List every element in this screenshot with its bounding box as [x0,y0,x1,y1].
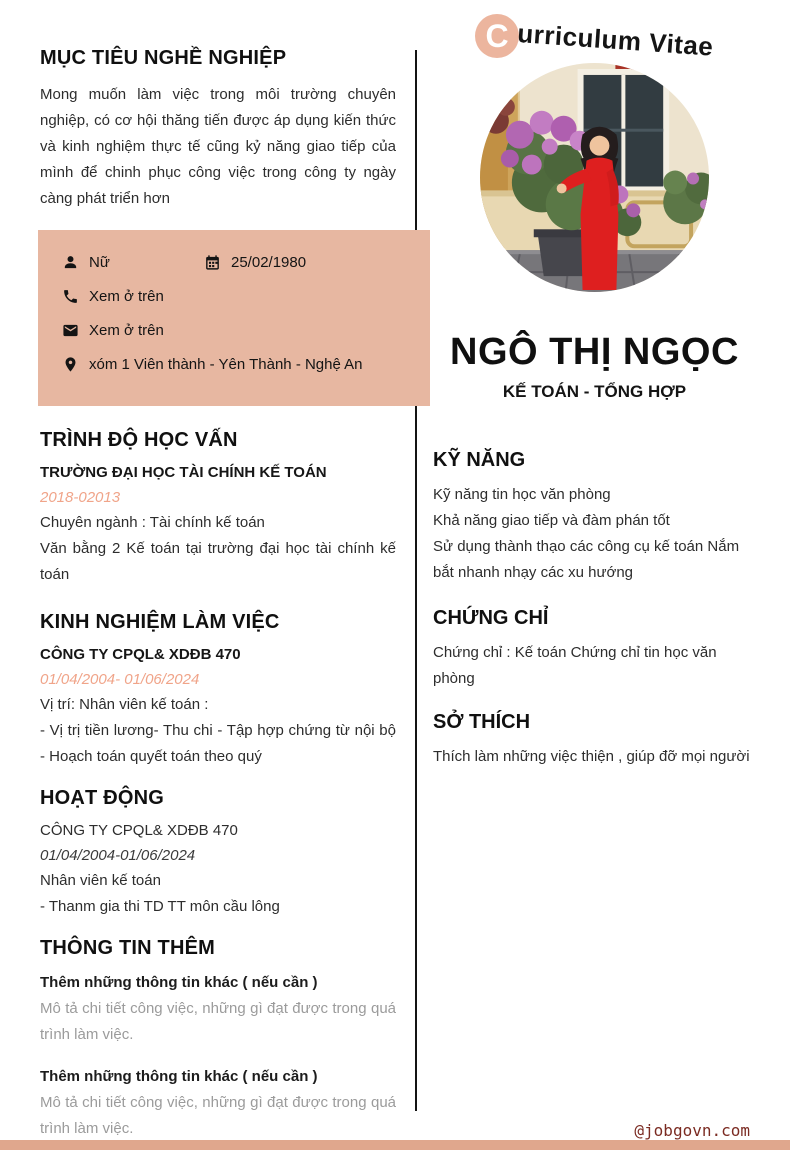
activities-period: 01/04/2004-01/06/2024 [40,847,196,864]
experience-line: Vị trí: Nhân viên kế toán : [40,696,209,713]
additional-item-desc: Mô tả chi tiết công việc, những gì đạt được trong quá trình làm việc. [40,1000,396,1043]
education-section [40,428,396,588]
activities-heading: HOẠT ĐỘNG [40,787,165,809]
column-divider [415,50,417,1111]
certificates-body: Chứng chỉ : Kế toán Chứng chỉ tin học văn phòng [433,644,717,687]
personal-info-box [38,230,430,406]
gender-value: Nữ [89,253,110,271]
address-field [62,356,363,373]
profile-photo-illustration [480,63,709,292]
additional-info-section [40,936,396,1142]
education-heading: TRÌNH ĐỘ HỌC VẤN [40,429,238,451]
left-column [40,46,396,1142]
logo-text: urriculum Vitae [516,18,715,62]
profile-photo [480,63,709,292]
experience-heading: KINH NGHIỆM LÀM VIỆC [40,611,280,633]
certificates-heading: CHỨNG CHỈ [433,607,549,629]
email-value: Xem ở trên [89,321,164,339]
address-value: xóm 1 Viên thành - Yên Thành - Nghệ An [89,355,363,373]
phone-field [62,288,164,305]
dob-field [204,254,306,271]
person-name: NGÔ THỊ NGỌC [450,331,739,373]
phone-value: Xem ở trên [89,287,164,305]
gender-field [62,254,204,271]
activities-line: Nhân viên kế toán [40,872,161,889]
skill-item: Kỹ năng tin học văn phòng [433,486,611,503]
person-job-title: KẾ TOÁN - TỔNG HỢP [502,382,687,401]
additional-item [40,970,396,1048]
skill-item: Khả năng giao tiếp và đàm phán tốt [433,512,670,529]
education-period: 2018-02013 [40,489,121,506]
activities-company: CÔNG TY CPQL& XDĐB 470 [40,822,238,839]
watermark-text: @jobgovn.com [634,1121,750,1140]
curriculum-vitae-logo [475,14,756,60]
location-pin-icon [62,356,79,373]
calendar-icon [204,254,221,271]
education-line: Chuyên ngành : Tài chính kế toán [40,514,265,531]
activities-section [40,786,396,920]
education-school: TRƯỜNG ĐẠI HỌC TÀI CHÍNH KẾ TOÁN [40,464,327,481]
person-icon [62,254,79,271]
dob-value: 25/02/1980 [231,253,307,271]
experience-period: 01/04/2004- 01/06/2024 [40,671,200,688]
certificates-section [433,606,756,692]
activities-line: - Thanm gia thi TD TT môn cầu lông [40,898,280,915]
hobbies-heading: SỞ THÍCH [433,711,531,733]
logo-c-badge: C [475,14,519,58]
additional-item-desc: Mô tả chi tiết công việc, những gì đạt được trong quá trình làm việc. [40,1094,396,1137]
experience-section [40,610,396,770]
objective-section [40,46,396,212]
skills-heading: KỸ NĂNG [433,449,526,471]
education-line: Văn bằng 2 Kế toán tại trường đại học tài chính kế toán [40,540,396,583]
phone-icon [62,288,79,305]
skills-section [433,448,756,586]
hobbies-body: Thích làm những việc thiện , giúp đỡ mọi người [433,748,750,765]
additional-item-label: Thêm những thông tin khác ( nếu cần ) [40,974,318,991]
objective-body: Mong muốn làm việc trong môi trường chuyên nghiệp, có cơ hội thăng tiến được áp dụng kiến thức và kinh nghiệm thực tế cũng kỷ năng giao tiếp của mình để chinh phục công việc trong công ty ngày càng phát triển hơn [40,86,396,207]
email-field [62,322,164,339]
additional-heading: THÔNG TIN THÊM [40,937,216,959]
right-column [433,0,756,770]
hobbies-section [433,710,756,770]
skill-item: Sử dụng thành thạo các công cụ kế toán Nắm bắt nhanh nhạy các xu hướng [433,538,740,581]
envelope-icon [62,322,79,339]
additional-item [40,1064,396,1142]
additional-item-label: Thêm những thông tin khác ( nếu cần ) [40,1068,318,1085]
objective-heading: MỤC TIÊU NGHỀ NGHIỆP [40,47,287,69]
experience-company: CÔNG TY CPQL& XDĐB 470 [40,646,241,663]
experience-line: - Vị trị tiền lương- Thu chi - Tập hợp chứng từ nội bộ - Hoạch toán quyết toán theo quý [40,722,396,765]
